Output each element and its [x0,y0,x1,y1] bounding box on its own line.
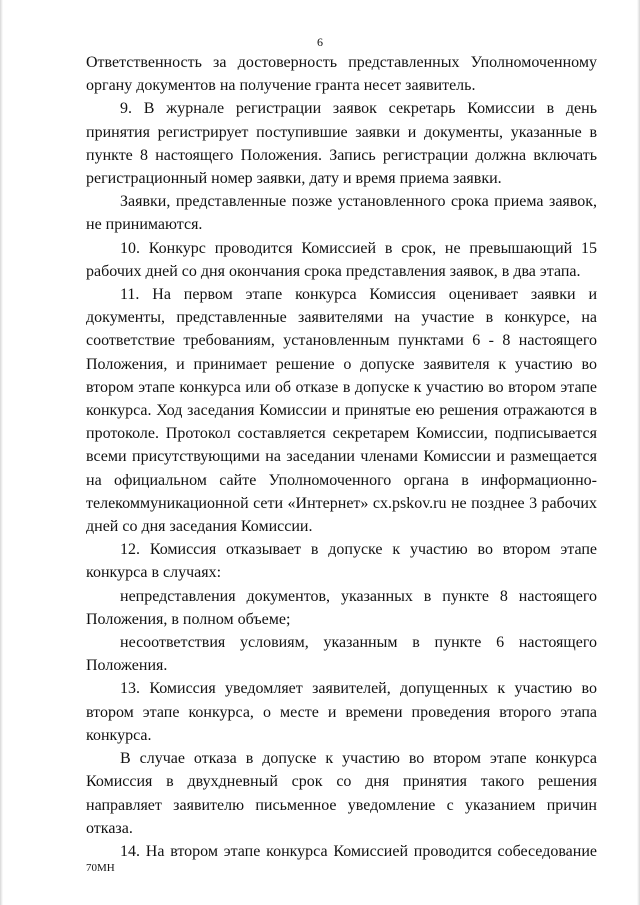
footer-code: 70МН [86,862,115,874]
paragraph-item-9: 9. В журнале регистрации заявок секретарь Комиссии в день принятия регистрирует поступившие заявки и документы, указанные в пункте 8 настоящего Положения. Запись регистрации должна включать регистрационный номер заявки, дату и время приема заявки. [86,100,597,188]
paragraph-item-13: 13. Комиссия уведомляет заявителей, допущенных к участию во втором этапе конкурса, о месте и времени проведения второго этапа конкурса. [86,680,597,744]
paragraph-late-applications: Заявки, представленные позже установленного срока приема заявок, не принимаются. [86,193,597,234]
paragraph-item-12: 12. Комиссия отказывает в допуске к участию во втором этапе конкурса в случаях: [86,541,597,582]
paragraph-responsibility: Ответственность за достоверность представленных Уполномоченному органу документов на получение гранта несет заявитель. [86,54,597,95]
paragraph-item-10: 10. Конкурс проводится Комиссией в срок, не превышающий 15 рабочих дней со дня окончания срока представления заявок, в два этапа. [86,239,597,280]
page-edge-left [0,0,3,905]
document-body [86,51,597,863]
paragraph-refusal-notice: В случае отказа в допуске к участию во втором этапе конкурса Комиссия в двухдневный срок со дня принятия такого решения направляет заявителю письменное уведомление с указанием причин отказа. [86,750,597,837]
paragraph-refusal-case-2: несоответствия условиям, указанным в пункте 6 настоящего Положения. [86,634,597,675]
paragraph-item-14: 14. На втором этапе конкурса Комиссией проводится собеседование [120,842,597,860]
paragraph-item-11: 11. На первом этапе конкурса Комиссия оценивает заявки и документы, представленные заявителями на участие в конкурсе, на соответствие требованиям, установленным пунктами 6 - 8 настоящего Положения, и принимает решение о допуске заявителя к участию во втором этапе конкурса или об отказе в допуске к участию во втором этапе конкурса. Ход заседания Комиссии и принятые ею решения отражаются в протоколе. Протокол составляется секретарем Комиссии, подписывается всеми присутствующими на заседании членами Комиссии и размещается на официальном сайте Уполномоченного органа в информационно-телекоммуникационной сети «Интернет» cx.pskov.ru не позднее 3 рабочих дней со дня заседания Комиссии. [86,286,597,536]
paragraph-refusal-case-1: непредставления документов, указанных в пункте 8 настоящего Положения, в полном объеме; [86,587,597,628]
page-number: 6 [317,35,323,49]
